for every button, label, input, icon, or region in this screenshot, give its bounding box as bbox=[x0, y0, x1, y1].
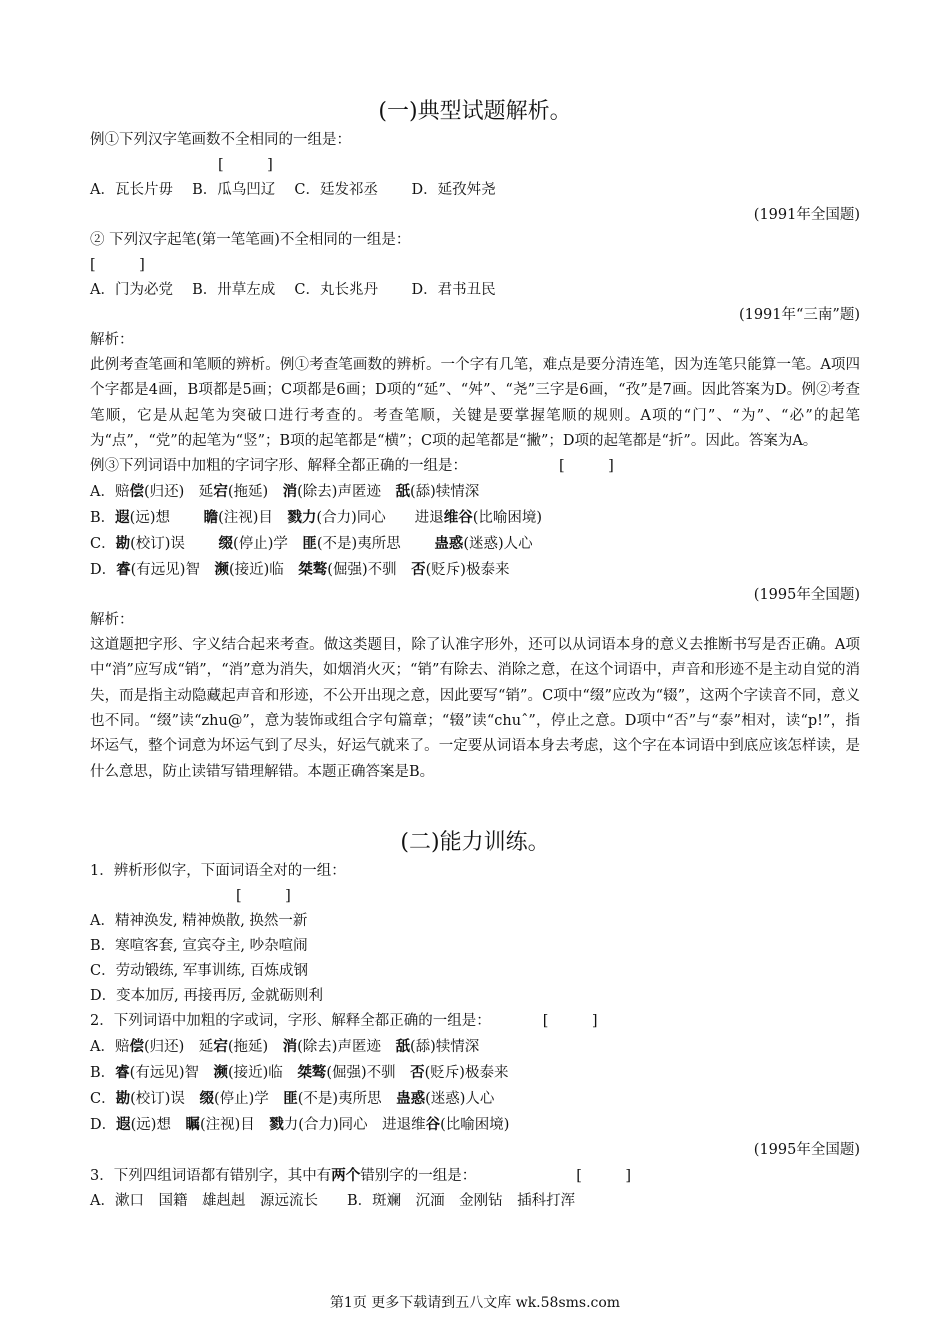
example3-question bbox=[90, 454, 860, 479]
example1-question: 例①下列汉字笔画数不全相同的一组是： bbox=[90, 132, 351, 148]
q1-option-a: A．精神涣发, 精神焕散, 换然一新 bbox=[90, 912, 308, 929]
example2-bracket: [ ] bbox=[90, 257, 145, 273]
example2-source: (1991年“三南”题) bbox=[738, 307, 860, 323]
q1-bracket: [ ] bbox=[236, 887, 291, 904]
q2-option-d: D．遐(远)想 瞩(注视)目 戮力(合力)同心 进退维谷(比喻困境) bbox=[90, 1115, 510, 1133]
q1-option-b: B．寒喧客套, 宣宾夺主, 吵杂喧闹 bbox=[90, 937, 308, 954]
q2-option-b: B．睿(有远见)智 濒(接近)临 桀骜(倔强)不驯 否(贬斥)极泰来 bbox=[90, 1063, 509, 1081]
q2-bracket: [ ] bbox=[542, 1012, 598, 1029]
q2-source: (1995年全国题) bbox=[753, 1141, 860, 1158]
q2-question-text: 2．下列词语中加粗的字或词，字形、解释全都正确的一组是： bbox=[90, 1012, 491, 1029]
example3-option-a: A．赔偿(归还) 延宕(拖延) 消(除去)声匿迹 舐(舔)犊情深 bbox=[90, 483, 480, 501]
section2-title: (二)能力训练。 bbox=[400, 829, 550, 855]
q2-question bbox=[90, 1009, 860, 1034]
analysis1-text: 此例考查笔画和笔顺的辨析。例①考查笔画数的辨析。一个字有几笔，难点是要分清连笔，因为连笔只能算一笔。A项四个字都是4画，B项都是5画；C项都是6画；D项的“延”、“舛”、“尧”三字是6画，“孜”是7画。因此答案为D。例②考查笔顺，它是从起笔为突破口进行考查的。考查笔顺，关键是要掌握笔顺的规则。A项的“门”、“为”、“必”的起笔为“点”，“党”的起笔为“竖”；B项的起笔都是“横”；C项的起笔都是“撇”；D项的起笔都是“折”。因此。答案为A。 bbox=[90, 357, 860, 449]
example1-bracket: [ ] bbox=[218, 157, 273, 173]
q3-question: 3．下列四组词语都有错别字，其中有两个错别字的一组是： [ ] bbox=[90, 1166, 632, 1184]
example3-bracket: [ ] bbox=[559, 458, 614, 475]
section1-title: (一)典型试题解析。 bbox=[378, 99, 572, 124]
example2-question: ② 下列汉字起笔(第一笔笔画)不全相同的一组是： bbox=[90, 232, 411, 248]
analysis1-label: 解析： bbox=[90, 332, 134, 348]
q1-option-c: C．劳动锻练, 军事训练, 百炼成钢 bbox=[90, 962, 309, 979]
example2-options: A．门为必党 B．卅草左成 C．丸长兆丹 D．君书丑民 bbox=[90, 282, 496, 298]
content bbox=[90, 96, 860, 1214]
q3-bracket: [ ] bbox=[576, 1167, 632, 1184]
analysis2-text: 这道题把字形、字义结合起来考查。做这类题目，除了认准字形外，还可以从词语本身的意义去推断书写是否正确。A项中“消”应写成“销”，“消”意为消失，如烟消火灭；“销”有除去、消除之意，在这个词语中，声音和形迹不是主动自觉的消失，而是指主动隐藏起声音和形迹，不公开出现之意，因此要写“销”。C项中“缀”应改为“辍”，这两个字读音不同，意义也不同。“缀”读“zhu@”，意为装饰或组合字句篇章；“辍”读“chuˆ”，停止之意。D项中“否”与“泰”相对，读“p!”，指坏运气，整个词意为坏运气到了尽头，好运气就来了。一定要从词语本身去考虑，这个字在本词语中到底应该怎样读，是什么意思，防止读错写错理解错。本题正确答案是B。 bbox=[90, 637, 860, 780]
page-footer: 第1页 更多下载请到五八文库 wk.58sms.com bbox=[329, 1295, 621, 1311]
example3-option-b: B．遐(远)想 瞻(注视)目 戮力(合力)同心 进退维谷(比喻困境) bbox=[90, 509, 543, 527]
example3-source: (1995年全国题) bbox=[753, 587, 860, 604]
q2-option-c: C．勘(校订)误 缀(停止)学 匪(不是)夷所思 蛊惑(迷惑)人心 bbox=[90, 1089, 495, 1107]
section-gap bbox=[90, 785, 860, 827]
example3-option-d: D．睿(有远见)智 濒(接近)临 桀骜(倔强)不驯 否(贬斥)极泰来 bbox=[90, 561, 510, 579]
q3-options-ab: A．漱口 国籍 雄赳赳 源远流长 B．斑斓 沉湎 金刚钻 插科打浑 bbox=[90, 1192, 576, 1209]
q2-option-a: A．赔偿(归还) 延宕(拖延) 消(除去)声匿迹 舐(舔)犊情深 bbox=[90, 1037, 480, 1055]
q1-option-d: D．变本加厉, 再接再厉, 金就砺则利 bbox=[90, 987, 324, 1004]
example1-options: A．瓦长片毋 B．瓜乌凹辽 C．廷发祁丞 D．延孜舛尧 bbox=[90, 182, 496, 198]
example3-option-c: C．勘(校订)误 缀(停止)学 匪(不是)夷所思 蛊惑(迷惑)人心 bbox=[90, 535, 533, 553]
example3-question-text: 例③下列词语中加粗的字词字形、解释全都正确的一组是： bbox=[90, 458, 467, 475]
analysis2-label: 解析： bbox=[90, 612, 134, 629]
example1-source: (1991年全国题) bbox=[753, 207, 860, 223]
q1-question: 1．辨析形似字，下面词语全对的一组： bbox=[90, 862, 346, 879]
